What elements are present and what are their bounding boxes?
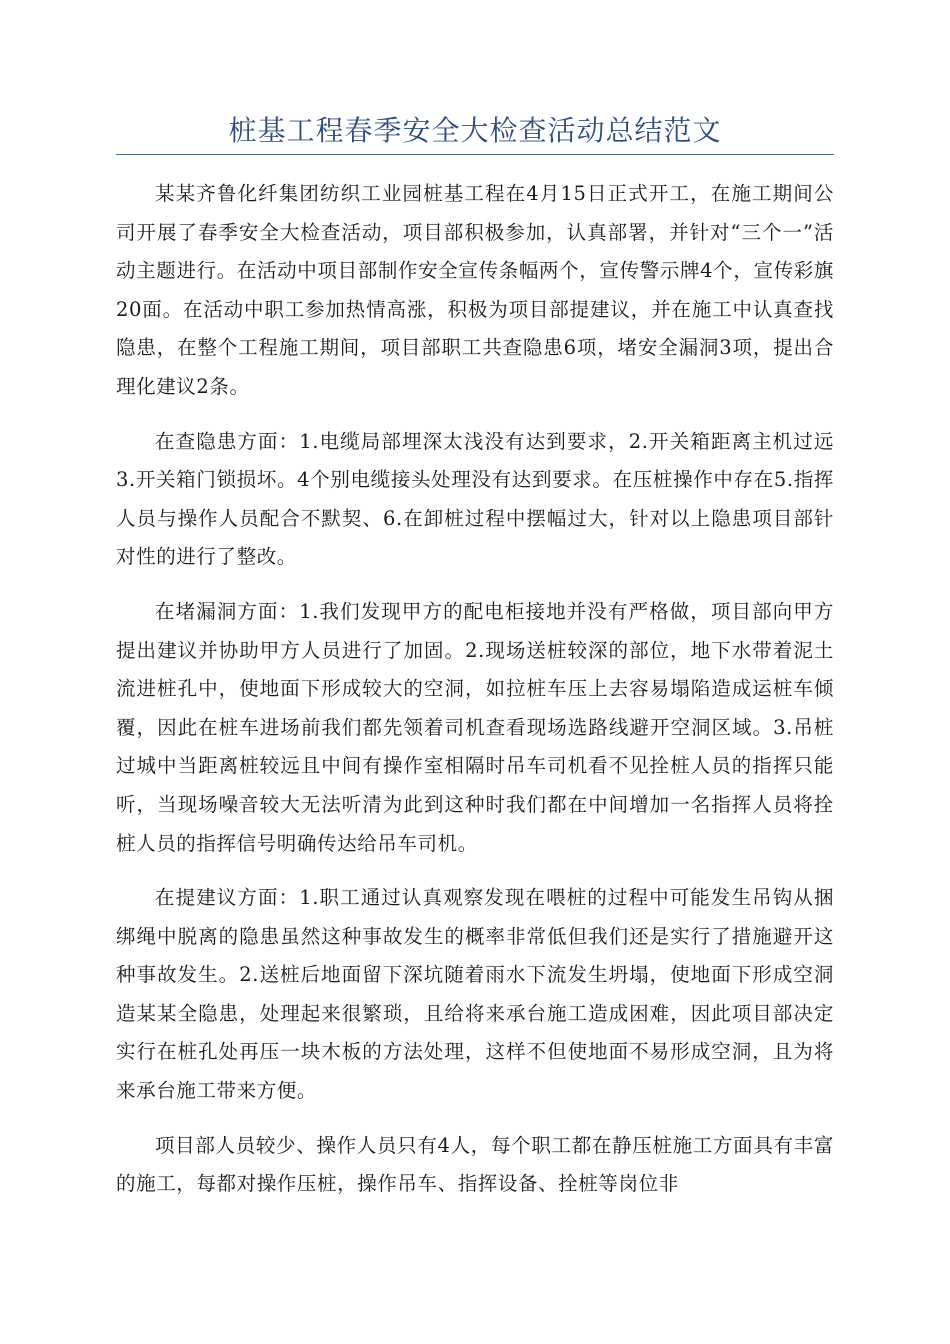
paragraph-staff: 项目部人员较少、操作人员只有4人，每个职工都在静压桩施工方面具有丰富的施工，每都对操作压桩，操作吊车、指挥设备、拴桩等岗位非: [116, 1133, 834, 1196]
title-block: [116, 112, 834, 155]
document-title: 桩基工程春季安全大检查活动总结范文: [228, 114, 722, 147]
paragraph-hazards: 在查隐患方面：1.电缆局部埋深太浅没有达到要求，2.开关箱距离主机过远3.开关箱门锁损坏。4个别电缆接头处理没有达到要求。在压桩操作中存在5.指挥人员与操作人员配合不默契、6.在卸桩过程中摆幅过大，针对以上隐患项目部针对性的进行了整改。: [116, 429, 834, 569]
paragraph-suggestions: 在提建议方面：1.职工通过认真观察发现在喂桩的过程中可能发生吊钩从捆绑绳中脱离的隐患虽然这种事故发生的概率非常低但我们还是实行了措施避开这种事故发生。2.送桩后地面留下深坑随着雨水下流发生坍塌，使地面下形成空洞造某某全隐患，处理起来很繁琐，且给将来承台施工造成困难，因此项目部决定实行在桩孔处再压一块木板的方法处理，这样不但使地面不易形成空洞，且为将来承台施工带来方便。: [116, 886, 834, 1103]
paragraph-intro: 某某齐鲁化纤集团纺织工业园桩基工程在4月15日正式开工，在施工期间公司开展了春季安全大检查活动，项目部积极参加，认真部署，并针对“三个一”活动主题进行。在活动中项目部制作安全宣传条幅两个，宣传警示牌4个，宣传彩旗20面。在活动中职工参加热情高涨，积极为项目部提建议，并在施工中认真查找隐患，在整个工程施工期间，项目部职工共查隐患6项，堵安全漏洞3项，提出合理化建议2条。: [116, 182, 834, 398]
document-body: [116, 175, 834, 1220]
paragraph-loopholes: 在堵漏洞方面：1.我们发现甲方的配电柜接地并没有严格做，项目部向甲方提出建议并协助甲方人员进行了加固。2.现场送桩较深的部位，地下水带着泥土流进桩孔中，使地面下形成较大的空洞，如拉桩车压上去容易塌陷造成运桩车倾覆，因此在桩车进场前我们都先领着司机查看现场选路线避开空洞区域。3.吊桩过城中当距离桩较远且中间有操作室相隔时吊车司机看不见拴桩人员的指挥只能听，当现场噪音较大无法听清为此到这种时我们都在中间增加一名指挥人员将拴桩人员的指挥信号明确传达给吊车司机。: [116, 599, 834, 855]
